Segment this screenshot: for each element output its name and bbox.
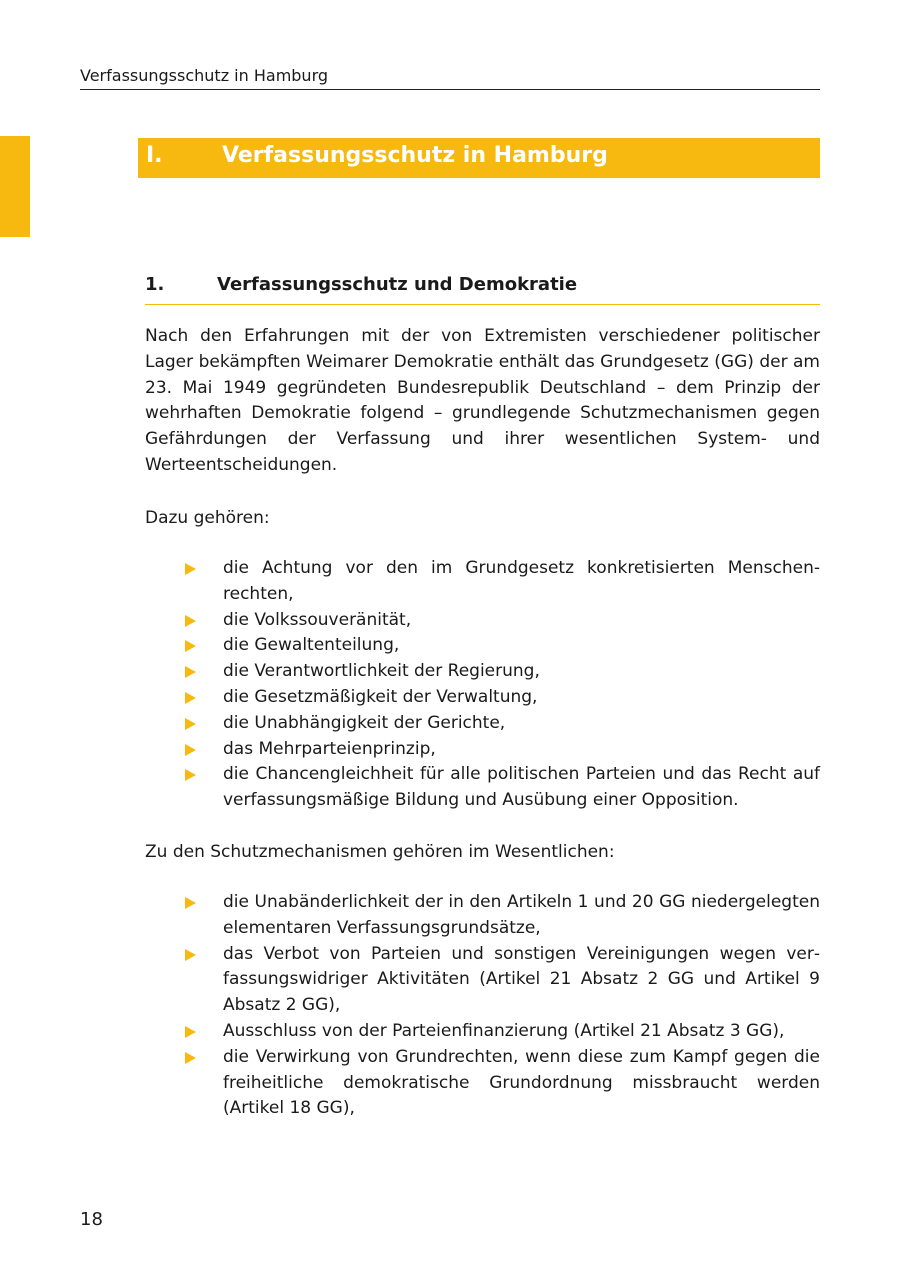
chapter-side-tab	[0, 136, 30, 237]
chapter-heading	[138, 138, 820, 178]
list-item: die Gesetzmäßigkeit der Verwaltung,	[183, 685, 820, 711]
arrow-bullet-icon	[185, 949, 196, 961]
protection-list	[183, 890, 820, 1122]
list2-intro: Zu den Schutzmechanismen gehören im Wesentlichen:	[145, 842, 615, 862]
arrow-bullet-icon	[185, 769, 196, 781]
arrow-bullet-icon	[185, 718, 196, 730]
list-item: das Mehrparteienprinzip,	[183, 737, 820, 763]
list-item: die Gewaltenteilung,	[183, 633, 820, 659]
list-item: die Volkssouveränität,	[183, 608, 820, 634]
running-header: Verfassungsschutz in Hamburg	[80, 66, 820, 90]
list-item: die Unabhängigkeit der Gerichte,	[183, 711, 820, 737]
list-item: die Verwirkung von Grundrechten, wenn diese zum Kampf gegen die freiheitliche demokratische Grundordnung missbraucht werden (Artikel 18 GG),	[183, 1045, 820, 1122]
arrow-bullet-icon	[185, 692, 196, 704]
chapter-title: Verfassungsschutz in Hamburg	[222, 143, 608, 168]
list-item: die Chancengleichheit für alle politischen Parteien und das Recht auf verfassungsmäßige Bildung und Ausübung einer Opposition.	[183, 762, 820, 814]
page-number: 18	[80, 1209, 103, 1230]
arrow-bullet-icon	[185, 563, 196, 575]
list-item: die Achtung vor den im Grundgesetz konkretisierten Menschenrechten,	[183, 556, 820, 608]
arrow-bullet-icon	[185, 615, 196, 627]
list-item: Ausschluss von der Parteienfinanzierung (Artikel 21 Absatz 3 GG),	[183, 1019, 820, 1045]
list-item: die Verantwortlichkeit der Regierung,	[183, 659, 820, 685]
list1-intro: Dazu gehören:	[145, 508, 270, 528]
arrow-bullet-icon	[185, 666, 196, 678]
section-number: 1.	[145, 274, 165, 295]
intro-paragraph: Nach den Erfahrungen mit der von Extremisten verschiedener politischer Lager bekämpften Weimarer Demokratie enthält das Grundgesetz (GG) der am 23. Mai 1949 gegründeten Bundesrepublik Deutschland – dem Prinzip der wehrhaften Demokratie folgend – grundlegende Schutzmechanismen gegen Gefährdungen der Verfassung und ihrer wesentlichen System- und Werteentscheidungen.	[145, 326, 820, 475]
arrow-bullet-icon	[185, 640, 196, 652]
rights-list	[183, 556, 820, 814]
arrow-bullet-icon	[185, 744, 196, 756]
section-title: Verfassungsschutz und Demokratie	[217, 274, 578, 295]
arrow-bullet-icon	[185, 1052, 196, 1064]
arrow-bullet-icon	[185, 897, 196, 909]
section-heading	[145, 274, 820, 305]
list-item: das Verbot von Parteien und sonstigen Vereinigungen wegen verfassungswidriger Aktivitäten (Artikel 21 Absatz 2 GG und Artikel 9 Absatz 2 GG),	[183, 942, 820, 1019]
chapter-number: I.	[146, 143, 163, 168]
list-item: die Unabänderlichkeit der in den Artikeln 1 und 20 GG niedergelegten elementaren Verfassungsgrundsätze,	[183, 890, 820, 942]
arrow-bullet-icon	[185, 1026, 196, 1038]
